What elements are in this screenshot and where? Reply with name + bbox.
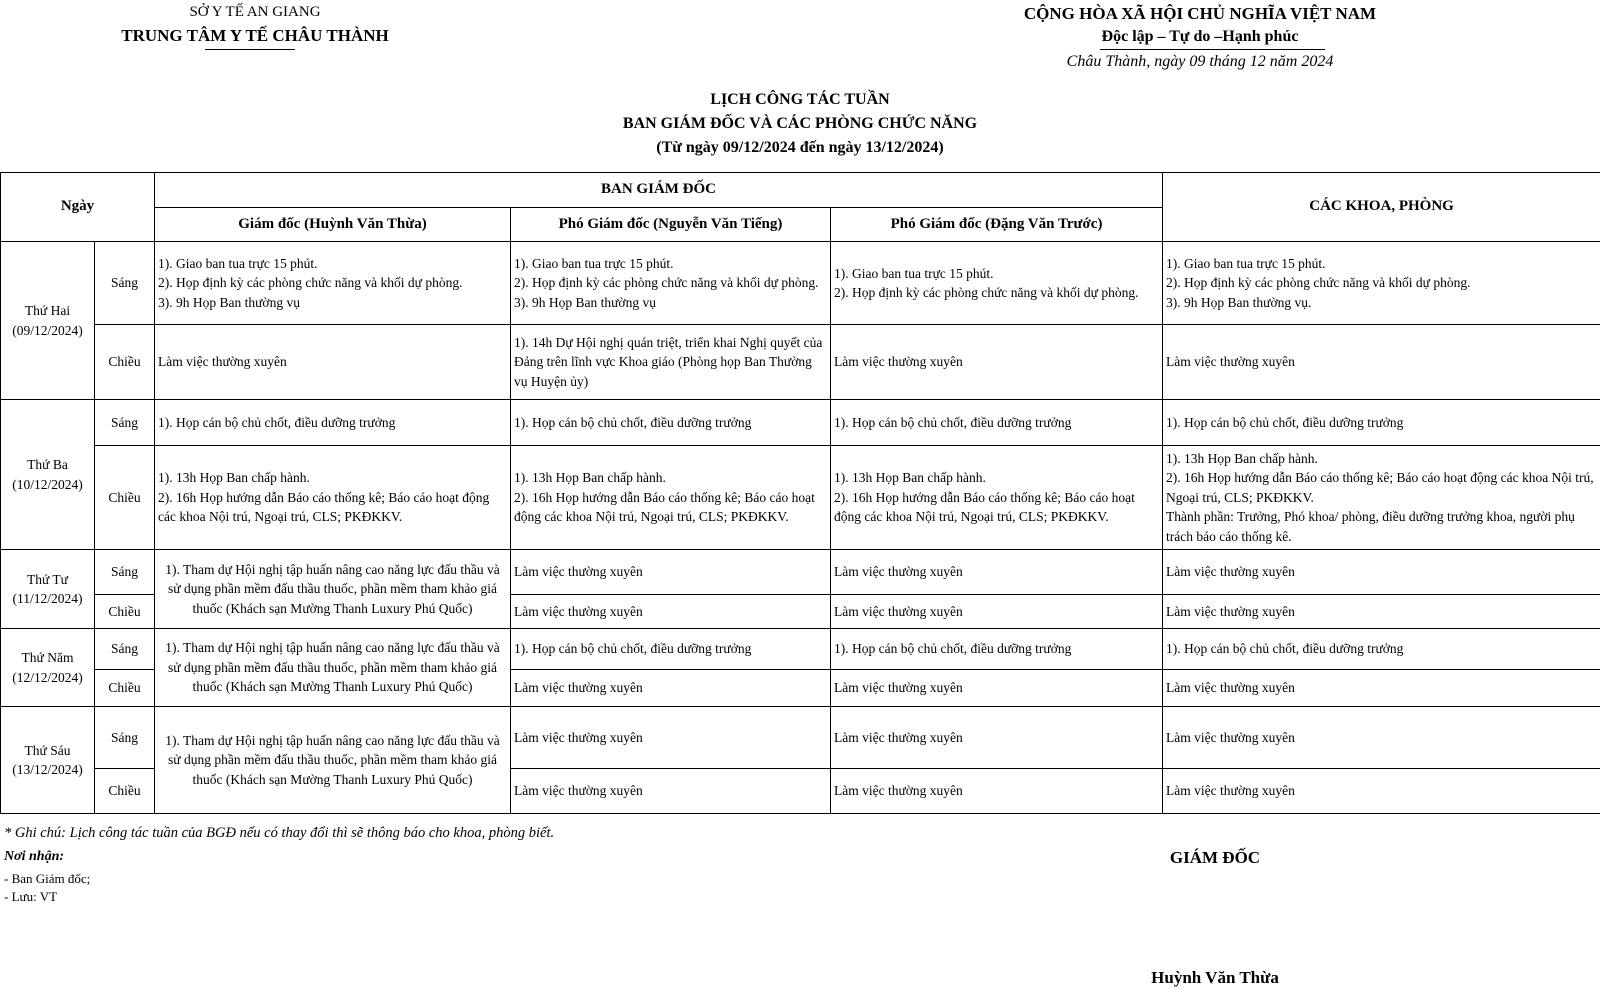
- director-cell: 1). Tham dự Hội nghị tập huấn nâng cao năng lực đấu thầu và sử dụng phần mềm đấu thầu thuốc, phần mềm tham khảo giá thuốc (Khách sạn Mường Thanh Luxury Phú Quốc): [155, 550, 511, 629]
- session-label: Sáng: [95, 242, 155, 325]
- director-cell: 1). Tham dự Hội nghị tập huấn nâng cao năng lực đấu thầu và sử dụng phần mềm đấu thầu thuốc, phần mềm tham khảo giá thuốc (Khách sạn Mường Thanh Luxury Phú Quốc): [155, 629, 511, 707]
- depts-cell: Làm việc thường xuyên: [1163, 707, 1600, 769]
- item-text: 1). Giao ban tua trực 15 phút.: [1166, 255, 1326, 271]
- deputy1-cell: 1). Họp cán bộ chủ chốt, điều dưỡng trưởng: [511, 629, 831, 670]
- day-name: Thứ Hai: [24, 303, 71, 318]
- director-cell: [155, 446, 511, 550]
- deputy1-cell: 1). Họp cán bộ chủ chốt, điều dưỡng trưởng: [511, 400, 831, 446]
- depts-cell: Làm việc thường xuyên: [1163, 769, 1600, 814]
- depts-cell: Làm việc thường xuyên: [1163, 595, 1600, 629]
- session-label: Chiều: [95, 595, 155, 629]
- item-text: 1). Giao ban tua trực 15 phút.: [514, 255, 674, 271]
- deputy2-cell: [831, 446, 1163, 550]
- item-text: 2). 16h Họp hướng dẫn Báo cáo thống kê; Báo cáo hoạt động các khoa Nội trú, Ngoại trú, CLS; PKĐKKV.: [514, 489, 815, 525]
- director-cell: Làm việc thường xuyên: [155, 325, 511, 400]
- day-cell: [1, 400, 95, 550]
- deputy2-cell: 1). Họp cán bộ chủ chốt, điều dưỡng trưởng: [831, 629, 1163, 670]
- deputy1-cell: Làm việc thường xuyên: [511, 595, 831, 629]
- day-date: (11/12/2024): [12, 591, 83, 606]
- item-text: 3). 9h Họp Ban thường vụ.: [1166, 294, 1312, 310]
- item-text: 3). 9h Họp Ban thường vụ: [158, 294, 300, 310]
- day-name: Thứ Tư: [26, 571, 68, 587]
- session-label: Chiều: [95, 769, 155, 814]
- day-cell: [1, 707, 95, 814]
- org-parent: SỞ Y TẾ AN GIANG: [189, 4, 321, 20]
- day-date: (10/12/2024): [12, 476, 83, 492]
- item-text: 1). Giao ban tua trực 15 phút.: [158, 255, 318, 271]
- deputy2-cell: Làm việc thường xuyên: [831, 707, 1163, 769]
- day-name: Thứ Năm: [21, 650, 74, 665]
- recipient-item: - Ban Giám đốc;: [4, 871, 91, 886]
- item-text: 2). 16h Họp hướng dẫn Báo cáo thống kê; Báo cáo hoạt động các khoa Nội trú, Ngoại trú, CLS; PKĐKKV.: [1166, 470, 1594, 505]
- schedule-table: [0, 172, 1600, 814]
- place-date: Châu Thành, ngày 09 tháng 12 năm 2024: [1066, 53, 1334, 70]
- day-cell: [1, 242, 95, 400]
- item-text: 1). 13h Họp Ban chấp hành.: [514, 470, 666, 486]
- session-label: Chiều: [95, 670, 155, 707]
- col-board-header: BAN GIÁM ĐỐC: [155, 173, 1163, 208]
- deputy2-cell: Làm việc thường xuyên: [831, 670, 1163, 707]
- doc-date-range: (Từ ngày 09/12/2024 đến ngày 13/12/2024): [656, 139, 944, 156]
- item-text: 3). 9h Họp Ban thường vụ: [514, 294, 656, 310]
- item-text: 2). Họp định kỳ các phòng chức năng và khối dự phòng.: [514, 275, 819, 291]
- motto-underline: [1100, 49, 1325, 50]
- col-deputy1-header: Phó Giám đốc (Nguyễn Văn Tiếng): [511, 208, 831, 242]
- deputy1-cell: Làm việc thường xuyên: [511, 707, 831, 769]
- depts-cell: Làm việc thường xuyên: [1163, 550, 1600, 595]
- session-label: Sáng: [95, 400, 155, 446]
- session-label: Chiều: [95, 446, 155, 550]
- day-date: (13/12/2024): [12, 762, 83, 777]
- col-depts-header: CÁC KHOA, PHÒNG: [1163, 173, 1600, 242]
- table-row: [1, 446, 1600, 550]
- doc-title: LỊCH CÔNG TÁC TUẦN: [710, 91, 890, 108]
- deputy2-cell: 1). Họp cán bộ chủ chốt, điều dưỡng trưởng: [831, 400, 1163, 446]
- deputy2-cell: [831, 242, 1163, 325]
- col-director-header: Giám đốc (Huỳnh Văn Thừa): [155, 208, 511, 242]
- signature-title: GIÁM ĐỐC: [1169, 848, 1261, 867]
- item-text: 1). 13h Họp Ban chấp hành.: [834, 470, 986, 486]
- note-text: * Ghi chú: Lịch công tác tuần của BGĐ nếu có thay đổi thì sẽ thông báo cho khoa, phòng biết.: [4, 825, 555, 841]
- table-row: [1, 707, 1600, 769]
- day-name: Thứ Sáu: [24, 742, 71, 758]
- depts-cell: 1). Họp cán bộ chủ chốt, điều dưỡng trưởng: [1163, 629, 1600, 670]
- session-label: Sáng: [95, 707, 155, 769]
- day-cell: [1, 629, 95, 707]
- deputy1-cell: [511, 242, 831, 325]
- day-cell: [1, 550, 95, 629]
- item-text: 2). 16h Họp hướng dẫn Báo cáo thống kê; Báo cáo hoạt động các khoa Nội trú, Ngoại trú, CLS; PKĐKKV.: [158, 489, 490, 525]
- item-text: 2). 16h Họp hướng dẫn Báo cáo thống kê; Báo cáo hoạt động các khoa Nội trú, Ngoại trú, CLS; PKĐKKV.: [834, 489, 1135, 525]
- depts-cell: [1163, 446, 1600, 550]
- table-row: [1, 400, 1600, 446]
- director-cell: [155, 242, 511, 325]
- session-label: Sáng: [95, 550, 155, 595]
- item-text: 1). 13h Họp Ban chấp hành.: [1166, 450, 1318, 466]
- day-date: (09/12/2024): [12, 322, 83, 338]
- table-row: [1, 325, 1600, 400]
- depts-cell: Làm việc thường xuyên: [1163, 670, 1600, 707]
- deputy1-cell: 1). 14h Dự Hội nghị quán triệt, triển khai Nghị quyết của Đảng trên lĩnh vực Khoa giáo (Phòng họp Ban Thường vụ Huyện ủy): [511, 325, 831, 400]
- director-cell: 1). Họp cán bộ chủ chốt, điều dưỡng trưởng: [155, 400, 511, 446]
- deputy1-cell: Làm việc thường xuyên: [511, 550, 831, 595]
- depts-cell: [1163, 242, 1600, 325]
- item-text: 2). Họp định kỳ các phòng chức năng và khối dự phòng.: [834, 285, 1139, 300]
- item-text: 1). 13h Họp Ban chấp hành.: [158, 470, 310, 486]
- deputy2-cell: Làm việc thường xuyên: [831, 325, 1163, 400]
- depts-cell: Làm việc thường xuyên: [1163, 325, 1600, 400]
- deputy1-cell: Làm việc thường xuyên: [511, 670, 831, 707]
- depts-cell: 1). Họp cán bộ chủ chốt, điều dưỡng trưởng: [1163, 400, 1600, 446]
- day-name: Thứ Ba: [27, 457, 68, 472]
- org-underline: [205, 49, 295, 50]
- item-text: 1). Giao ban tua trực 15 phút.: [834, 265, 994, 281]
- day-date: (12/12/2024): [12, 669, 83, 685]
- deputy1-cell: [511, 446, 831, 550]
- deputy2-cell: Làm việc thường xuyên: [831, 769, 1163, 814]
- table-row: [1, 629, 1600, 670]
- motto: Độc lập – Tự do –Hạnh phúc: [1101, 28, 1299, 45]
- signature-name: Huỳnh Văn Thừa: [1151, 968, 1279, 987]
- item-text: Thành phần: Trưởng, Phó khoa/ phòng, điều dưỡng trưởng khoa, người phụ trách báo cáo thống kê.: [1166, 509, 1575, 544]
- doc-subtitle: BAN GIÁM ĐỐC VÀ CÁC PHÒNG CHỨC NĂNG: [622, 115, 978, 132]
- recipients-title: Nơi nhận:: [4, 849, 65, 864]
- deputy2-cell: Làm việc thường xuyên: [831, 595, 1163, 629]
- table-row: [1, 550, 1600, 595]
- item-text: 2). Họp định kỳ các phòng chức năng và khối dự phòng.: [1166, 275, 1471, 291]
- org-name: TRUNG TÂM Y TẾ CHÂU THÀNH: [121, 26, 389, 45]
- item-text: 2). Họp định kỳ các phòng chức năng và khối dự phòng.: [158, 275, 463, 291]
- table-row: [1, 242, 1600, 325]
- recipient-item: - Lưu: VT: [4, 889, 58, 904]
- col-deputy2-header: Phó Giám đốc (Đặng Văn Trước): [831, 208, 1163, 242]
- director-cell: 1). Tham dự Hội nghị tập huấn nâng cao năng lực đấu thầu và sử dụng phần mềm đấu thầu thuốc, phần mềm tham khảo giá thuốc (Khách sạn Mường Thanh Luxury Phú Quốc): [155, 707, 511, 814]
- deputy2-cell: Làm việc thường xuyên: [831, 550, 1163, 595]
- deputy1-cell: Làm việc thường xuyên: [511, 769, 831, 814]
- col-day-header: Ngày: [1, 173, 155, 242]
- session-label: Chiều: [95, 325, 155, 400]
- session-label: Sáng: [95, 629, 155, 670]
- country-name: CỘNG HÒA XÃ HỘI CHỦ NGHĨA VIỆT NAM: [1023, 4, 1377, 23]
